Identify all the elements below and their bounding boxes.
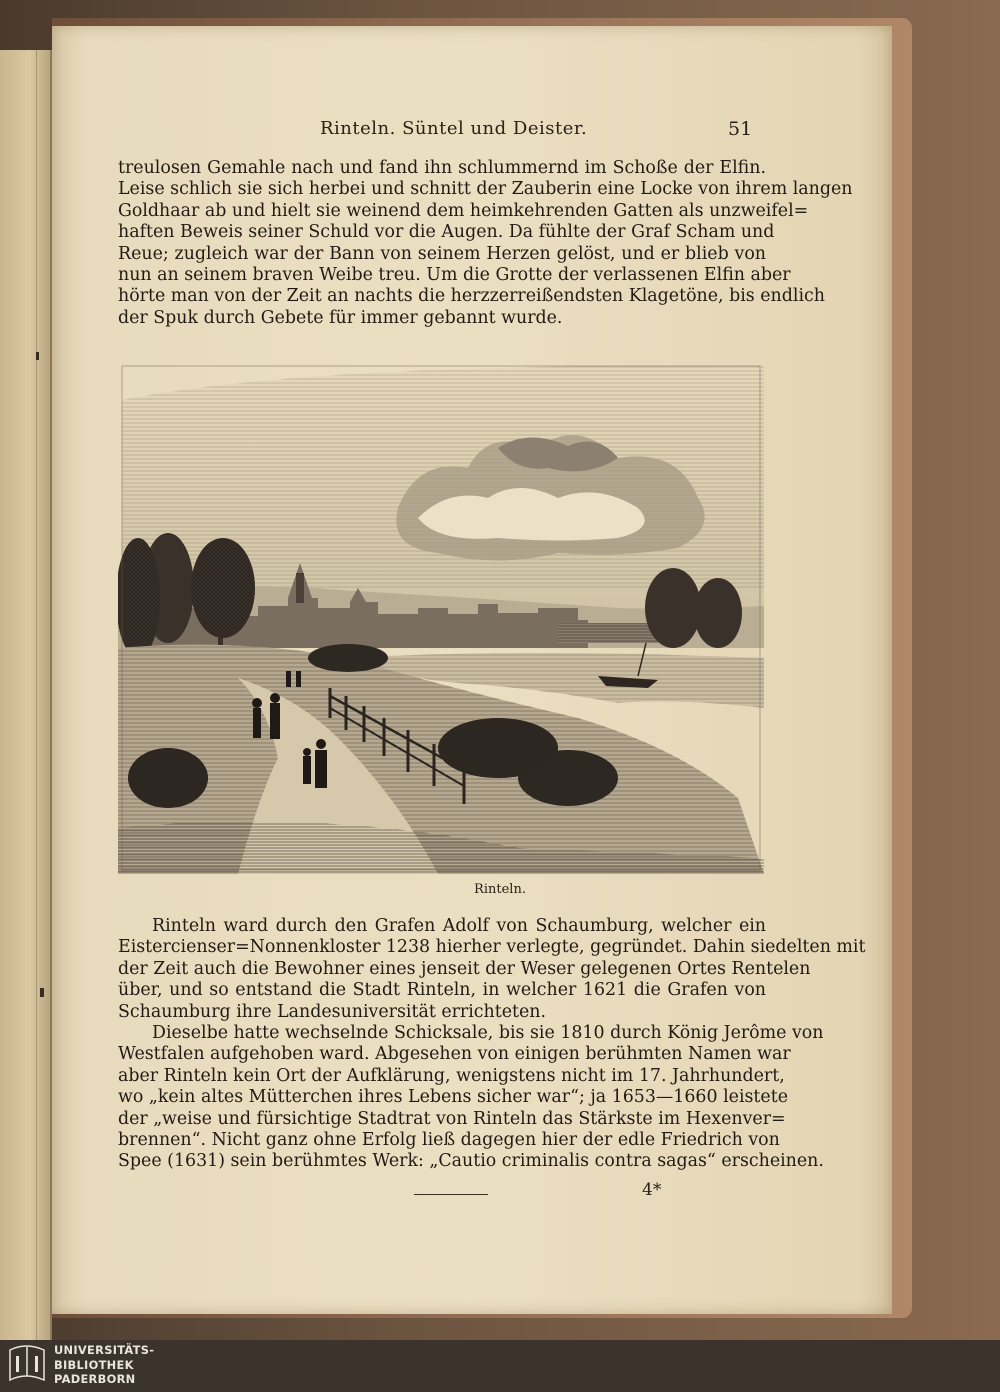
signature-mark: 4*	[642, 1180, 662, 1200]
text-line: haften Beweis seiner Schuld vor die Augen. Da fühlte der Graf Scham und	[118, 222, 775, 243]
text-line: Spee (1631) sein berühmtes Werk: „Cautio criminalis contra sagas“ erscheinen.	[118, 1151, 824, 1172]
left-page-edge	[0, 50, 52, 1350]
footer-rule	[414, 1194, 488, 1195]
text-line: Dieselbe hatte wechselnde Schicksale, bis sie 1810 durch König Jerôme von	[152, 1023, 824, 1044]
text-line: der Spuk durch Gebete für immer gebannt wurde.	[118, 307, 563, 328]
text-line: der Zeit auch die Bewohner eines jenseit der Weser gelegenen Ortes Rentelen	[118, 958, 811, 979]
text-line: treulosen Gemahle nach und fand ihn schlummernd im Schoße der Elfin.	[118, 158, 766, 178]
text-line: über, und so entstand die Stadt Rinteln, in welcher 1621 die Grafen von	[118, 980, 766, 1001]
library-name	[54, 1343, 154, 1387]
text-line: nun an seinem braven Weibe treu. Um die Grotte der verlassenen Elfin aber	[118, 265, 791, 286]
margin-mark	[40, 988, 44, 997]
text-line: aber Rinteln kein Ort der Aufklärung, wenigstens nicht im 17. Jahrhundert,	[118, 1065, 785, 1086]
page-number: 51	[728, 118, 753, 140]
illustration-caption: Rinteln.	[474, 882, 526, 897]
text-line: wo „kein altes Mütterchen ihres Lebens sicher war“; ja 1653—1660 leistete	[118, 1087, 788, 1108]
text-line: der „weise und fürsichtige Stadtrat von Rinteln das Stärkste im Hexenver=	[118, 1108, 786, 1129]
margin-mark	[36, 352, 39, 360]
text-line: Reue; zugleich war der Bann von seinem Herzen gelöst, und er blieb von	[118, 243, 766, 264]
paragraph-2	[118, 916, 866, 1173]
text-line: Leise schlich sie sich herbei und schnitt der Zauberin eine Locke von ihrem langen	[118, 179, 853, 200]
page-header	[0, 118, 1000, 144]
text-line: brennen“. Nicht ganz ohne Erfolg ließ dagegen hier der edle Friedrich von	[118, 1130, 780, 1151]
library-line-1: UNIVERSITÄTS-	[54, 1343, 155, 1357]
engraving-illustration	[118, 358, 764, 874]
library-logo-icon	[4, 1342, 50, 1388]
text-line: Rinteln ward durch den Grafen Adolf von Schaumburg, welcher ein	[152, 916, 766, 936]
running-head: Rinteln. Süntel und Deister.	[320, 118, 588, 139]
text-line: Schaumburg ihre Landesuniversität errichteten.	[118, 1001, 547, 1022]
text-line: hörte man von der Zeit an nachts die herzzerreißendsten Klagetöne, bis endlich	[118, 286, 825, 307]
paragraph-1	[118, 158, 853, 329]
text-line: Eistercienser=Nonnenkloster 1238 hierher verlegte, gegründet. Dahin siedelten mit	[118, 937, 866, 958]
text-line: Goldhaar ab und hielt sie weinend dem heimkehrenden Gatten als unzweifel=	[118, 200, 809, 221]
text-line: Westfalen aufgehoben ward. Abgesehen von einigen berühmten Namen war	[118, 1044, 791, 1065]
library-line-2: BIBLIOTHEK	[54, 1357, 134, 1372]
library-line-3: PADERBORN	[54, 1372, 136, 1387]
